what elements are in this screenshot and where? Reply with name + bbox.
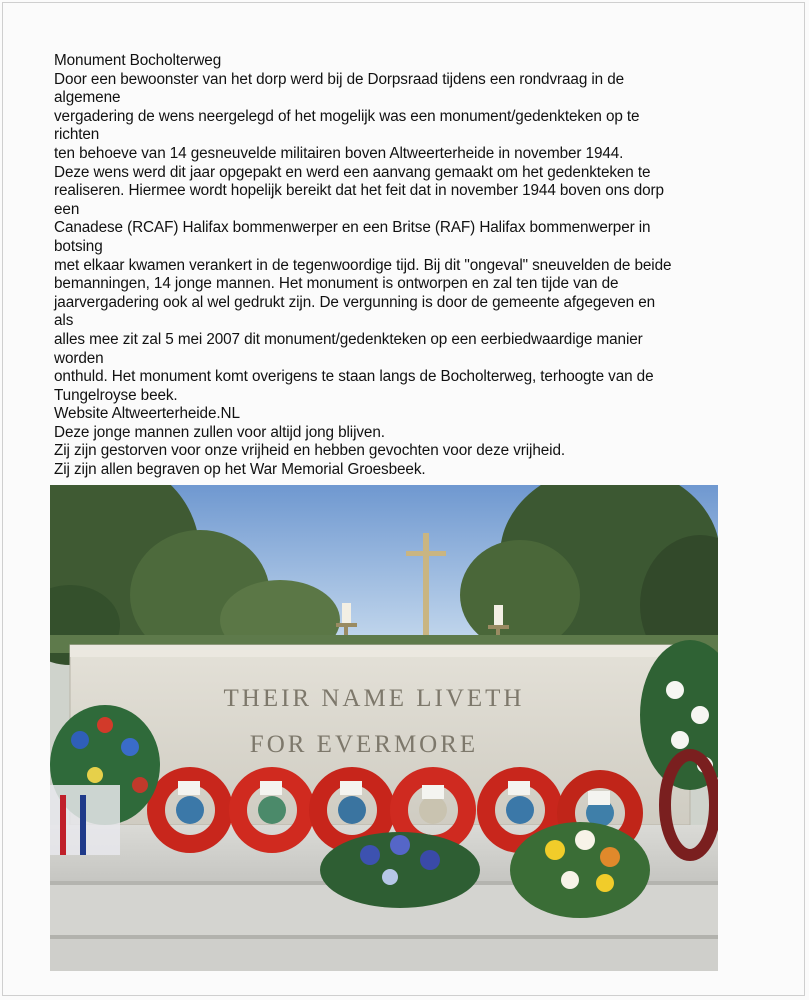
text-line: ten behoeve van 14 gesneuvelde militairen boven Altweerterheide in november 1944.: [54, 144, 624, 162]
text-line: Tungelroyse beek.: [54, 386, 178, 404]
memorial-photo: [50, 485, 718, 971]
text-line: vergadering de wens neergelegd of het mogelijk was een monument/gedenkteken op te: [54, 107, 640, 125]
text-line: Canadese (RCAF) Halifax bommenwerper en een Britse (RAF) Halifax bommenwerper in: [54, 219, 651, 237]
text-line: als: [54, 312, 74, 330]
inscription-line-1: THEIR NAME LIVETH: [223, 685, 525, 712]
text-line: jaarvergadering ook al wel gedrukt zijn. De vergunning is door de gemeente afgegeven en: [54, 293, 656, 311]
text-line: Door een bewoonster van het dorp werd bij de Dorpsraad tijdens een rondvraag in de: [54, 70, 625, 88]
text-line: algemene: [54, 89, 121, 107]
lower-step: [50, 939, 718, 971]
text-line: realiseren. Hiermee wordt hopelijk bereikt dat het feit dat in november 1944 boven ons dorp: [54, 182, 664, 200]
text-line: Deze wens werd dit jaar opgepakt en werd een aanvang gemaakt om het gedenkteken te: [54, 163, 651, 181]
website-credit: Website Altweerterheide.NL: [54, 405, 240, 423]
text-line: met elkaar kwamen verankert in de tegenwoordige tijd. Bij dit "ongeval" sneuvelden de beide: [54, 256, 672, 274]
text-line: bemanningen, 14 jonge mannen. Het monument is ontworpen en zal ten tijde van de: [54, 275, 619, 293]
text-line: een: [54, 200, 80, 218]
text-line: alles mee zit zal 5 mei 2007 dit monument/gedenkteken op een eerbiedwaardige manier: [54, 330, 643, 348]
article-title: Monument Bocholterweg: [54, 52, 222, 69]
text-line: richten: [54, 126, 100, 144]
text-line: botsing: [54, 237, 103, 255]
memorial-scene: [50, 485, 718, 971]
text-line: onthuld. Het monument komt overigens te staan langs de Bocholterweg, terhoogte van de: [54, 368, 654, 386]
inscription-line-2: FOR EVERMORE: [249, 731, 479, 758]
text-line: worden: [54, 349, 104, 367]
text-line: Zij zijn gestorven voor onze vrijheid en hebben gevochten voor deze vrijheid.: [54, 442, 565, 460]
text-line: Deze jonge mannen zullen voor altijd jong blijven.: [54, 423, 385, 441]
text-line: Zij zijn allen begraven op het War Memorial Groesbeek.: [54, 461, 426, 479]
article-text: [54, 52, 734, 480]
